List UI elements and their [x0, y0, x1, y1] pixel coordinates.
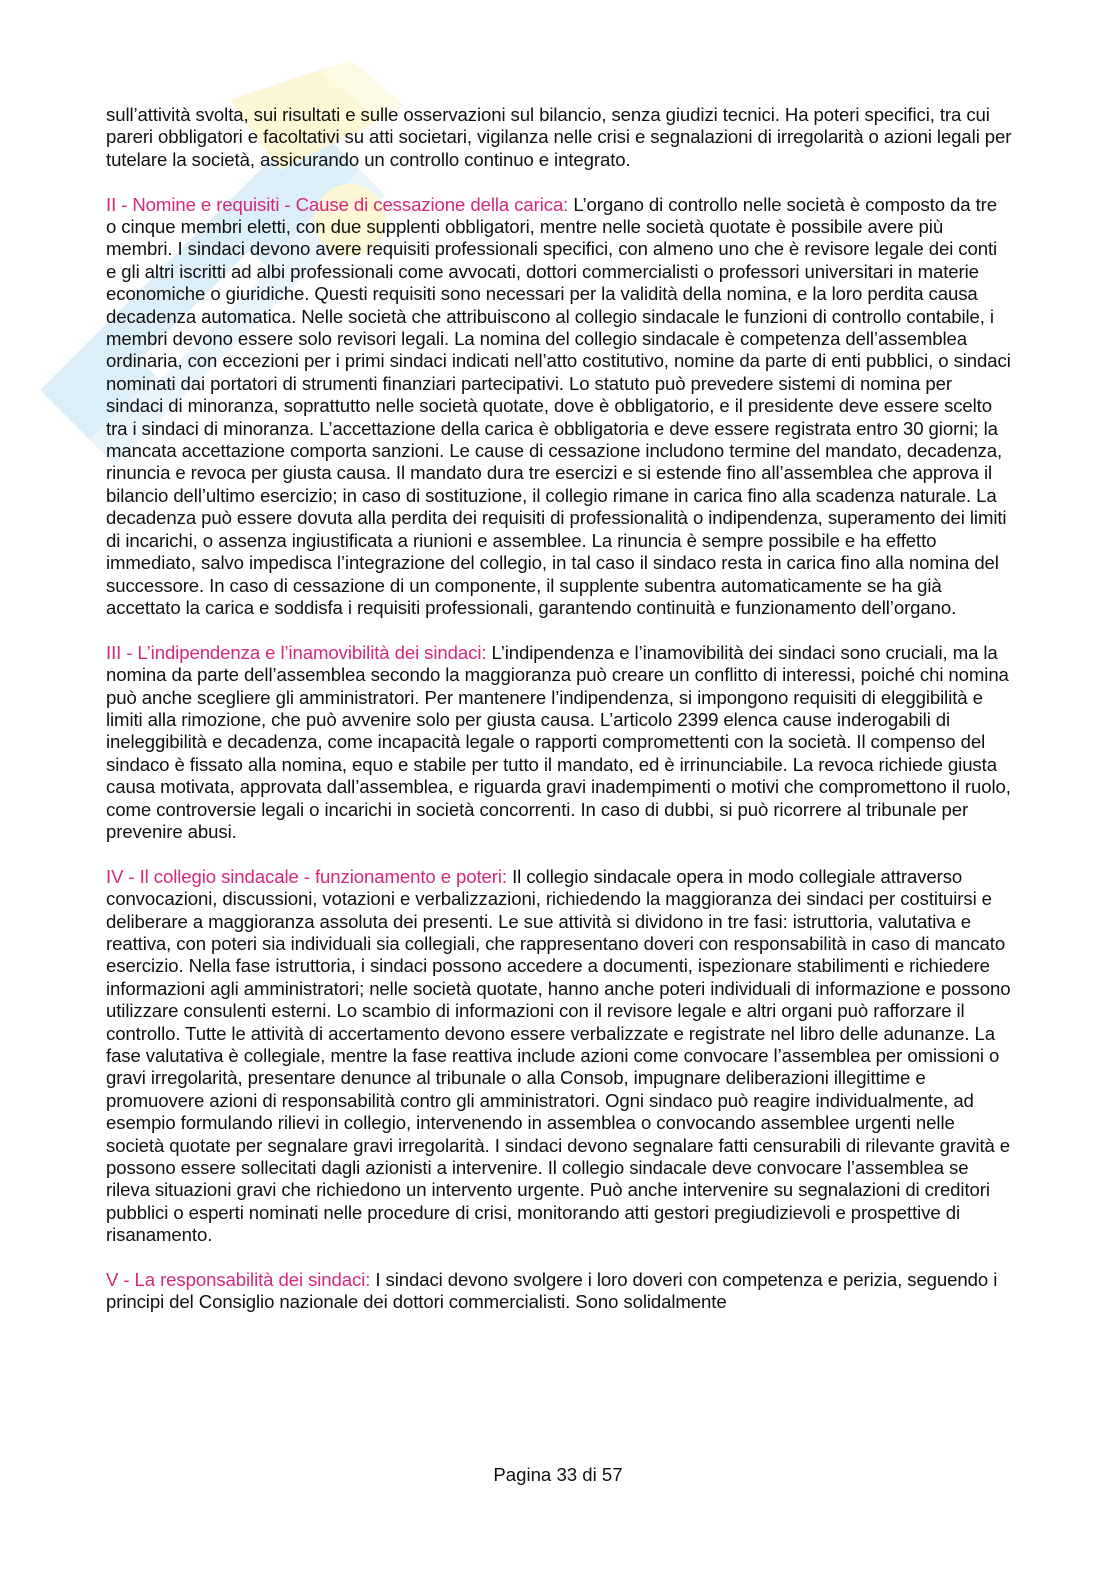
paragraph-body: I sindaci devono svolgere i loro doveri con competenza e perizia, seguendo i principi del Consiglio nazionale dei dottori commercialisti. Sono solidalmente: [106, 1269, 998, 1313]
page-number: Pagina 33 di 57: [493, 1464, 623, 1485]
section-heading: IV - Il collegio sindacale - funzionamento e poteri:: [106, 865, 507, 887]
paragraph-body: Il collegio sindacale opera in modo collegiale attraverso convocazioni, discussioni, votazioni e verbalizzazioni, richiedendo la maggioranza dei sindaci per costituirsi e deliberare a maggioranza assoluta dei presenti. Le sue attività si dividono in tre fasi: istruttoria, valutativa e reattiva, con poteri sia individuali sia collegiali, che rappresentano doveri con responsabilità in caso di mancato esercizio. Nella fase istruttoria, i sindaci possono accedere a documenti, ispezionare stabilimenti e richiedere informazioni agli amministratori; nelle società quotate, hanno anche poteri individuali di informazione e possono utilizzare consulenti esterni. Lo scambio di informazioni con il revisore legale e altri organi può rafforzare il controllo. Tutte le attività di accertamento devono essere verbalizzate e registrate nel libro delle adunanze. La fase valutativa è collegiale, mentre la fase reattiva include azioni come convocare l’assemblea per omissioni o gravi irregolarità, presentare denunce al tribunale o alla Consob, impugnare deliberazioni illegittime e promuovere azioni di responsabilità contro gli amministratori. Ogni sindaco può reagire individualmente, ad esempio formulando rilievi in collegio, intervenendo in assemblea o convocando assemblee urgenti nelle società quotate per segnalare gravi irregolarità. I sindaci devono segnalare fatti censurabili di rilevante gravità e possono essere sollecitati dagli azionisti a intervenire. Il collegio sindacale deve convocare l’assemblea se rileva situazioni gravi che richiedono un intervento urgente. Può anche intervenire su segnalazioni di creditori pubblici o esperti nominati nelle procedure di crisi, monitorando atti gestori pregiudizievoli e prospettive di risanamento.: [106, 865, 1011, 1246]
paragraph-collegio: [106, 866, 1012, 1247]
paragraph-responsabilita: [106, 1269, 1012, 1314]
paragraph-intro: [106, 104, 1012, 171]
section-heading: II - Nomine e requisiti - Cause di cessazione della carica:: [106, 193, 569, 215]
paragraph-body: L’organo di controllo nelle società è composto da tre o cinque membri eletti, con due supplenti obbligatori, mentre nelle società quotate è possibile avere più membri. I sindaci devono avere requisiti professionali specifici, con almeno uno che è revisore legale dei conti e gli altri iscritti ad albi professionali come avvocati, dottori commercialisti o professori universitari in materie economiche o giuridiche. Questi requisiti sono necessari per la validità della nomina, e la loro perdita causa decadenza automatica. Nelle società che attribuiscono al collegio sindacale le funzioni di controllo contabile, i membri devono essere solo revisori legali. La nomina del collegio sindacale è competenza dell’assemblea ordinaria, con eccezioni per i primi sindaci indicati nell’atto costitutivo, nomine da parte di enti pubblici, o sindaci nominati dai portatori di strumenti finanziari partecipativi. Lo statuto può prevedere sistemi di nomina per sindaci di minoranza, soprattutto nelle società quotate, dove è obbligatorio, e il presidente deve essere scelto tra i sindaci di minoranza. L’accettazione della carica è obbligatoria e deve essere registrata entro 30 giorni; la mancata accettazione comporta sanzioni. Le cause di cessazione includono termine del mandato, decadenza, rinuncia e revoca per giusta causa. Il mandato dura tre esercizi e si estende fino all’assemblea che approva il bilancio dell’ultimo esercizio; in caso di sostituzione, il collegio rimane in carica fino alla scadenza naturale. La decadenza può essere dovuta alla perdita dei requisiti di professionalità o indipendenza, superamento dei limiti di incarichi, o assenza ingiustificata a riunioni e assemblee. La rinuncia è sempre possibile e ha effetto immediato, salvo impedisca l’integrazione del collegio, in tal caso il sindaco resta in carica fino alla nomina del successore. In caso di cessazione di un componente, il supplente subentra automaticamente se ha già accettato la carica e soddisfa i requisiti professionali, garantendo continuità e funzionamento dell’organo.: [106, 193, 1011, 618]
paragraph-indipendenza: [106, 642, 1012, 844]
section-heading: V - La responsabilità dei sindaci:: [106, 1269, 371, 1291]
paragraph-body: sull’attività svolta, sui risultati e sulle osservazioni sul bilancio, senza giudizi tecnici. Ha poteri specifici, tra cui pareri obbligatori e facoltativi su atti societari, vigilanza nelle crisi e segnalazioni di irregolarità o azioni legali per tutelare la società, assicurando un controllo continuo e integrato.: [106, 104, 1012, 170]
section-heading: III - L’indipendenza e l’inamovibilità dei sindaci:: [106, 641, 487, 663]
paragraph-body: L’indipendenza e l’inamovibilità dei sindaci sono cruciali, ma la nomina da parte dell’assemblea secondo la maggioranza può creare un conflitto di interessi, poiché chi nomina può anche scegliere gli amministratori. Per mantenere l’indipendenza, si impongono requisiti di eleggibilità e limiti alla rimozione, che può avvenire solo per giusta causa. L’articolo 2399 elenca cause inderogabili di ineleggibilità e decadenza, come incapacità legale o rapporti compromettenti con la società. Il compenso del sindaco è fissato alla nomina, equo e stabile per tutto il mandato, ed è irrinunciabile. La revoca richiede giusta causa motivata, approvata dall’assemblea, e riguarda gravi inadempimenti o motivi che compromettono il ruolo, come controversie legali o incarichi in società concorrenti. In caso di dubbi, si può ricorrere al tribunale per prevenire abusi.: [106, 641, 1011, 842]
paragraph-nomine: [106, 194, 1012, 620]
document-body: [106, 104, 1012, 1336]
